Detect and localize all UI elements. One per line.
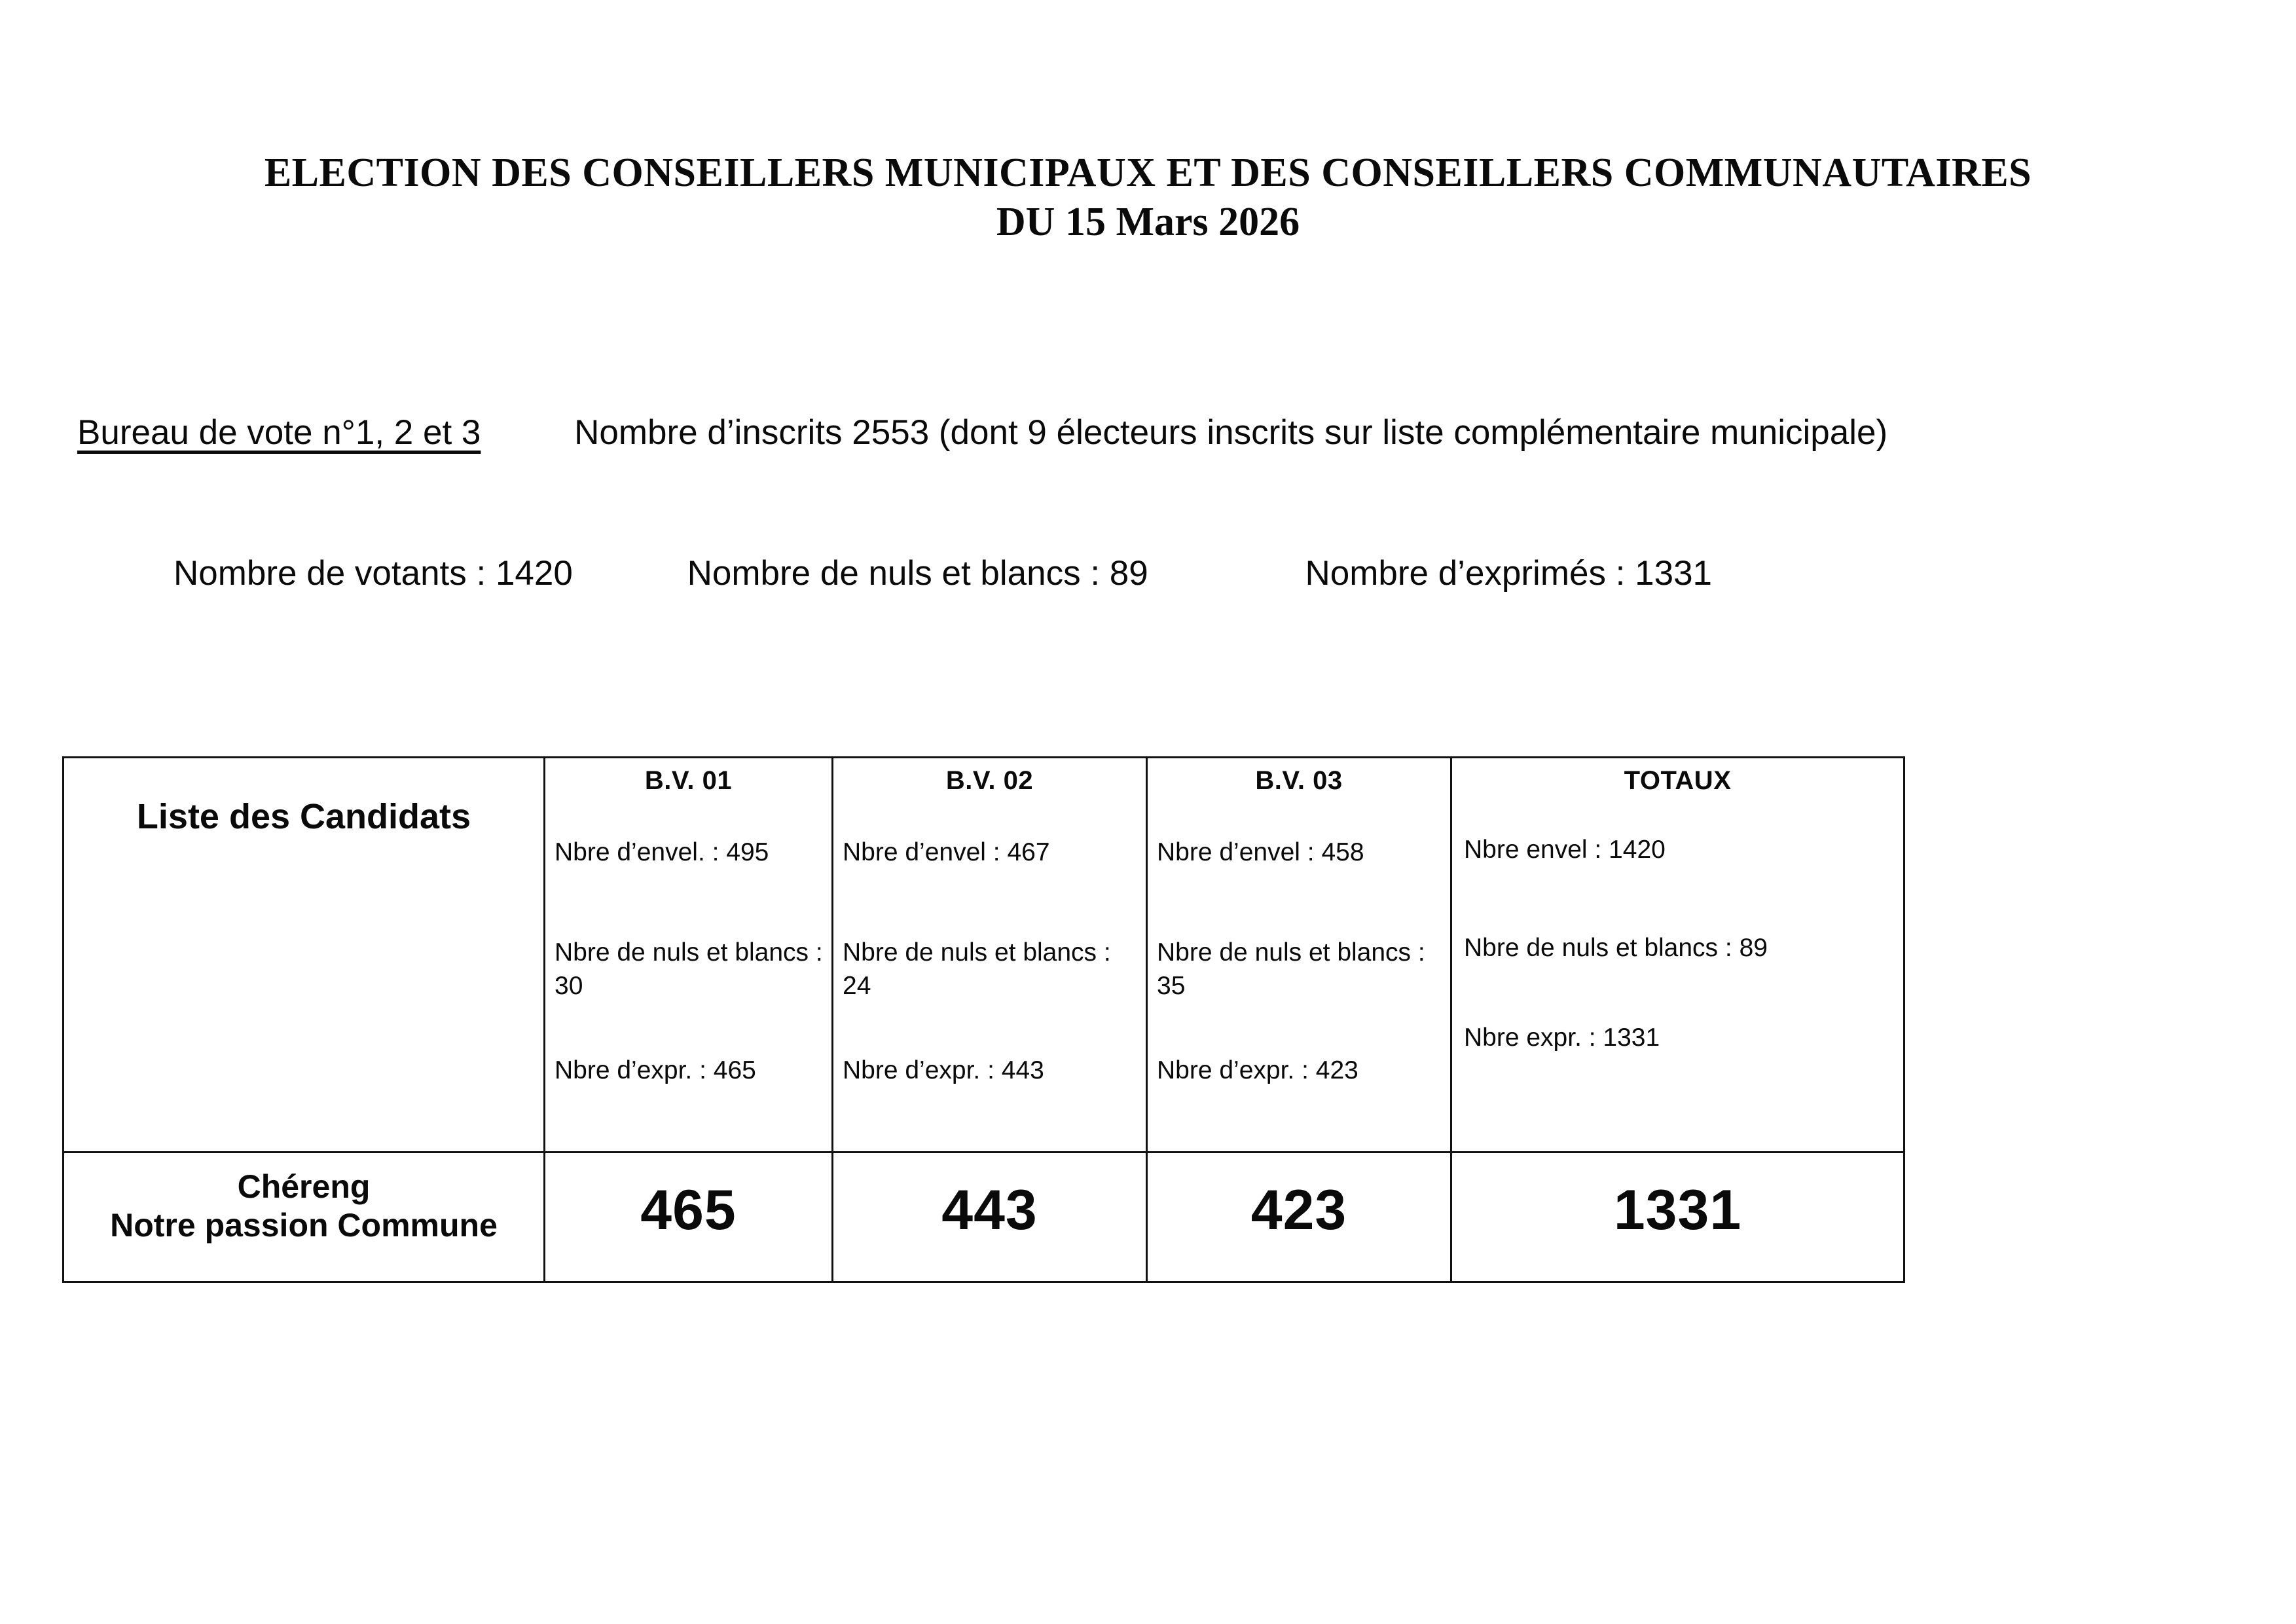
bureau-column-bv03 bbox=[1147, 758, 1451, 1153]
envelopes-bv02: Nbre d’envel : 467 bbox=[843, 838, 1050, 866]
envelopes-bv03: Nbre d’envel : 458 bbox=[1157, 838, 1364, 866]
column-title-bv03: B.V. 03 bbox=[1255, 766, 1343, 795]
nombre-votants-text: Nombre de votants : 1420 bbox=[173, 554, 573, 593]
candidate-list-cell bbox=[64, 1153, 545, 1282]
result-value-bv02: 443 bbox=[941, 1179, 1038, 1242]
result-value-bv03: 423 bbox=[1250, 1179, 1347, 1242]
bureau-column-bv02 bbox=[833, 758, 1147, 1153]
bureau-de-vote-label: Bureau de vote n°1, 2 et 3 bbox=[77, 413, 481, 452]
envelopes-bv01: Nbre d’envel. : 495 bbox=[555, 838, 769, 866]
nuls-blancs-bv03: Nbre de nuls et blancs : 35 bbox=[1157, 938, 1425, 1000]
result-cell-totaux bbox=[1451, 1153, 1904, 1282]
table-row bbox=[64, 1153, 1904, 1282]
page-subtitle: DU 15 Mars 2026 bbox=[996, 200, 1300, 245]
bureau-column-totaux bbox=[1451, 758, 1904, 1153]
liste-des-candidats-header-cell bbox=[64, 758, 545, 1153]
document-title-block bbox=[0, 151, 2296, 246]
exprimes-bv01: Nbre d’expr. : 465 bbox=[555, 1056, 756, 1084]
vote-counts-row bbox=[173, 553, 2269, 593]
bureau-column-bv01 bbox=[545, 758, 833, 1153]
column-title-totaux: TOTAUX bbox=[1624, 766, 1732, 795]
result-cell-bv02 bbox=[833, 1153, 1147, 1282]
stats-bv03 bbox=[1148, 796, 1450, 1136]
result-value-bv01: 465 bbox=[640, 1179, 737, 1242]
nuls-blancs-totaux: Nbre de nuls et blancs : 89 bbox=[1464, 934, 1768, 962]
candidate-commune: Chéreng bbox=[237, 1168, 371, 1205]
exprimes-totaux: Nbre expr. : 1331 bbox=[1464, 1024, 1660, 1052]
liste-des-candidats-label: Liste des Candidats bbox=[136, 797, 471, 836]
bureau-info-row bbox=[77, 413, 2238, 452]
result-value-totaux: 1331 bbox=[1613, 1179, 1742, 1242]
envelopes-totaux: Nbre envel : 1420 bbox=[1464, 836, 1666, 864]
stats-bv02 bbox=[833, 796, 1146, 1136]
exprimes-bv02: Nbre d’expr. : 443 bbox=[843, 1056, 1044, 1084]
result-cell-bv03 bbox=[1147, 1153, 1451, 1282]
results-table bbox=[62, 756, 1905, 1283]
stats-totaux bbox=[1452, 796, 1903, 1136]
nombre-exprimes-text: Nombre d’exprimés : 1331 bbox=[1305, 554, 1713, 593]
candidate-name-block bbox=[64, 1153, 543, 1245]
exprimes-bv03: Nbre d’expr. : 423 bbox=[1157, 1056, 1358, 1084]
result-cell-bv01 bbox=[545, 1153, 833, 1282]
column-title-bv02: B.V. 02 bbox=[945, 766, 1034, 795]
nombre-nuls-blancs-text: Nombre de nuls et blancs : 89 bbox=[687, 554, 1148, 593]
table-header-row bbox=[64, 758, 1904, 1153]
nuls-blancs-bv01: Nbre de nuls et blancs : 30 bbox=[555, 938, 823, 1000]
nombre-inscrits-text: Nombre d’inscrits 2553 (dont 9 électeurs inscrits sur liste complémentaire municipale) bbox=[574, 413, 1888, 452]
nuls-blancs-bv02: Nbre de nuls et blancs : 24 bbox=[843, 938, 1111, 1000]
stats-bv01 bbox=[545, 796, 831, 1136]
column-title-bv01: B.V. 01 bbox=[644, 766, 733, 795]
page-title: ELECTION DES CONSEILLERS MUNICIPAUX ET DES CONSEILLERS COMMUNAUTAIRES bbox=[264, 151, 2032, 195]
candidate-list-name: Notre passion Commune bbox=[110, 1207, 498, 1244]
